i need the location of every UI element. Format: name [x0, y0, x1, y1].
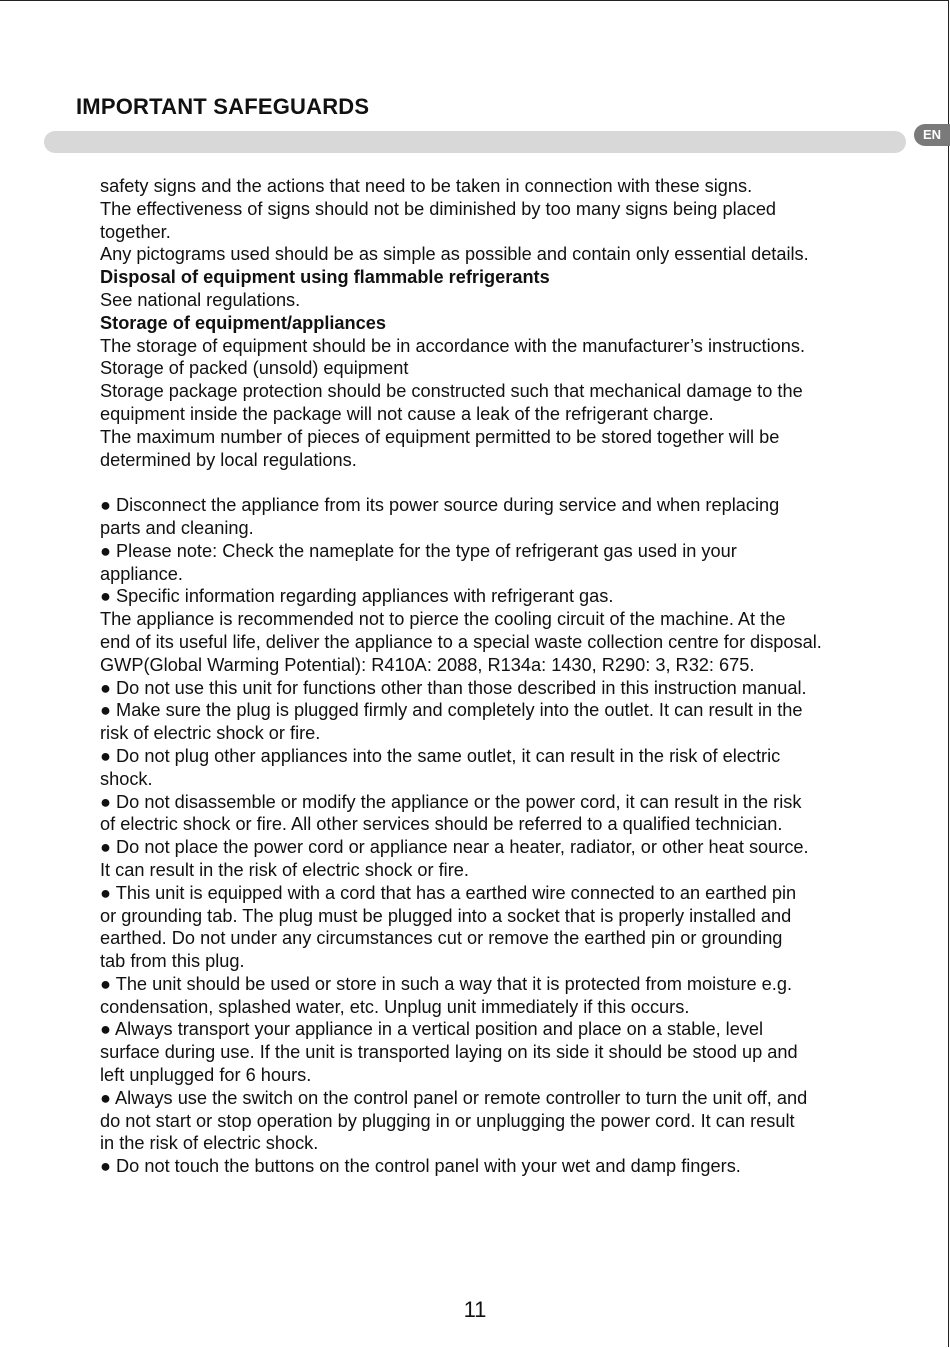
text-line: in the risk of electric shock.	[100, 1133, 319, 1154]
text-line: or grounding tab. The plug must be plugged into a socket that is properly installed and	[100, 905, 792, 926]
text-line: ● Specific information regarding appliances with refrigerant gas.	[100, 586, 614, 607]
text-line: parts and cleaning.	[100, 517, 254, 538]
text-line: earthed. Do not under any circumstances cut or remove the earthed pin or grounding	[100, 928, 783, 949]
text-line: The effectiveness of signs should not be diminished by too many signs being placed	[100, 198, 777, 219]
section-heading: Storage of equipment/appliances	[100, 312, 387, 333]
text-line: ● Always use the switch on the control panel or remote controller to turn the unit off, and	[100, 1087, 808, 1108]
section-heading: Disposal of equipment using flammable refrigerants	[100, 267, 550, 288]
text-line: ● Do not disassemble or modify the appliance or the power cord, it can result in the risk	[100, 791, 802, 812]
text-line: surface during use. If the unit is transported laying on its side it should be stood up and	[100, 1042, 798, 1063]
body-text	[100, 175, 890, 1178]
text-line: appliance.	[100, 563, 183, 584]
text-line: shock.	[100, 768, 153, 789]
text-line: risk of electric shock or fire.	[100, 723, 321, 744]
text-line: ● Make sure the plug is plugged firmly and completely into the outlet. It can result in the	[100, 700, 803, 721]
text-line: ● Do not use this unit for functions other than those described in this instruction manual.	[100, 677, 807, 698]
text-line: See national regulations.	[100, 289, 301, 310]
text-line: do not start or stop operation by plugging in or unplugging the power cord. It can result	[100, 1110, 795, 1131]
text-line: safety signs and the actions that need to be taken in connection with these signs.	[100, 176, 753, 196]
text-line: together.	[100, 221, 171, 242]
text-line: Any pictograms used should be as simple as possible and contain only essential details.	[100, 244, 809, 265]
text-line: ● Disconnect the appliance from its power source during service and when replacing	[100, 495, 780, 516]
text-line: The maximum number of pieces of equipment permitted to be stored together will be	[100, 426, 780, 447]
page-title: IMPORTANT SAFEGUARDS	[76, 94, 370, 119]
page-number: 11	[463, 1297, 487, 1322]
text-line: The storage of equipment should be in accordance with the manufacturer’s instructions.	[100, 335, 805, 356]
text-line: tab from this plug.	[100, 951, 245, 972]
text-line: ● Please note: Check the nameplate for the type of refrigerant gas used in your	[100, 540, 737, 561]
text-line: left unplugged for 6 hours.	[100, 1065, 312, 1086]
text-line: ● Do not plug other appliances into the same outlet, it can result in the risk of electric	[100, 745, 781, 766]
text-line: ● The unit should be used or store in such a way that it is protected from moisture e.g.	[100, 973, 793, 994]
text-line: equipment inside the package will not cause a leak of the refrigerant charge.	[100, 403, 714, 424]
text-line: ● Always transport your appliance in a vertical position and place on a stable, level	[100, 1019, 764, 1040]
text-line: ● Do not place the power cord or appliance near a heater, radiator, or other heat source.	[100, 837, 809, 858]
text-line: condensation, splashed water, etc. Unplug unit immediately if this occurs.	[100, 996, 690, 1017]
text-line: The appliance is recommended not to pierce the cooling circuit of the machine. At the	[100, 609, 786, 630]
text-line: Storage package protection should be constructed such that mechanical damage to the	[100, 381, 803, 402]
text-line: end of its useful life, deliver the appliance to a special waste collection centre for disposal.	[100, 631, 822, 652]
blank-line	[100, 471, 890, 494]
text-line: ● Do not touch the buttons on the control panel with your wet and damp fingers.	[100, 1156, 741, 1177]
text-line: of electric shock or fire. All other services should be referred to a qualified technician.	[100, 814, 783, 835]
text-line: ● This unit is equipped with a cord that has a earthed wire connected to an earthed pin	[100, 882, 797, 903]
language-tab: EN	[914, 124, 950, 146]
text-line: determined by local regulations.	[100, 449, 357, 470]
header-divider-bar	[44, 131, 906, 153]
text-line: GWP(Global Warming Potential): R410A: 2088, R134a: 1430, R290: 3, R32: 675.	[100, 654, 755, 675]
text-line: It can result in the risk of electric shock or fire.	[100, 859, 469, 880]
text-line: Storage of packed (unsold) equipment	[100, 358, 409, 379]
